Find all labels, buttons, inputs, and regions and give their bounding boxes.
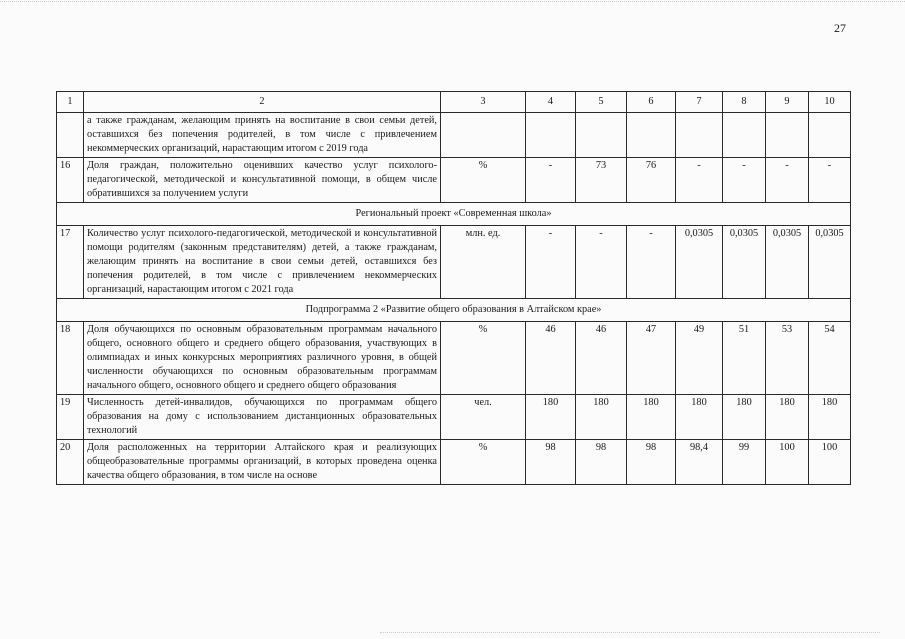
value-cell: 46 — [526, 322, 576, 395]
header-cell: 2 — [84, 92, 441, 113]
indicator-description: Численность детей-инвалидов, обучающихся по программам общего образования на дому с использованием дистанционных образовательных технологий — [84, 395, 441, 440]
value-cell — [526, 113, 576, 158]
value-cell: 100 — [766, 440, 809, 485]
header-cell: 3 — [441, 92, 526, 113]
value-cell: 180 — [766, 395, 809, 440]
section-title: Региональный проект «Современная школа» — [57, 203, 851, 226]
value-cell: 98 — [576, 440, 627, 485]
table-row — [57, 158, 851, 203]
row-number: 18 — [57, 322, 84, 395]
indicator-table — [56, 91, 851, 485]
value-cell — [723, 113, 766, 158]
unit-cell: млн. ед. — [441, 226, 526, 299]
value-cell: 99 — [723, 440, 766, 485]
value-cell: 180 — [723, 395, 766, 440]
value-cell — [676, 113, 723, 158]
table-row — [57, 395, 851, 440]
header-cell: 6 — [627, 92, 676, 113]
value-cell: - — [526, 226, 576, 299]
scan-edge-bottom — [380, 632, 880, 633]
value-cell: 98,4 — [676, 440, 723, 485]
table-header-row — [57, 92, 851, 113]
table-body — [57, 92, 851, 485]
value-cell: 180 — [676, 395, 723, 440]
indicator-description: Количество услуг психолого-педагогической, методической и консультативной помощи родителям (законным представителям) детей, а также гражданам, желающим принять на воспитание в свои семьи детей, оставшихся без попечения родителей, в том числе с привлечением некоммерческих организаций, нарастающим итогом с 2021 года — [84, 226, 441, 299]
value-cell: 49 — [676, 322, 723, 395]
row-number: 19 — [57, 395, 84, 440]
indicator-description: Доля обучающихся по основным образовательным программам начального общего, основного общего и среднего общего образования, участвующих в олимпиадах и иных конкурсных мероприятиях различного уровня, в общей численности обучающихся по основным образовательным программам начального общего, основного общего и среднего общего образования — [84, 322, 441, 395]
section-title-row — [57, 299, 851, 322]
value-cell: - — [723, 158, 766, 203]
scan-edge-top — [0, 1, 905, 2]
unit-cell: % — [441, 158, 526, 203]
value-cell: 76 — [627, 158, 676, 203]
value-cell: 51 — [723, 322, 766, 395]
table-row — [57, 322, 851, 395]
table-row — [57, 440, 851, 485]
unit-cell: % — [441, 440, 526, 485]
value-cell: 0,0305 — [809, 226, 851, 299]
value-cell: 180 — [526, 395, 576, 440]
value-cell: 100 — [809, 440, 851, 485]
value-cell: - — [576, 226, 627, 299]
value-cell: - — [809, 158, 851, 203]
header-cell: 7 — [676, 92, 723, 113]
value-cell: - — [627, 226, 676, 299]
value-cell: 98 — [627, 440, 676, 485]
value-cell: 54 — [809, 322, 851, 395]
table-row — [57, 226, 851, 299]
value-cell: 46 — [576, 322, 627, 395]
header-cell: 1 — [57, 92, 84, 113]
value-cell — [809, 113, 851, 158]
header-cell: 5 — [576, 92, 627, 113]
header-cell: 9 — [766, 92, 809, 113]
row-number: 17 — [57, 226, 84, 299]
value-cell: - — [526, 158, 576, 203]
header-cell: 8 — [723, 92, 766, 113]
header-cell: 10 — [809, 92, 851, 113]
header-cell: 4 — [526, 92, 576, 113]
unit-cell — [441, 113, 526, 158]
value-cell — [627, 113, 676, 158]
value-cell: 47 — [627, 322, 676, 395]
value-cell: 0,0305 — [723, 226, 766, 299]
value-cell: 0,0305 — [766, 226, 809, 299]
section-title: Подпрограмма 2 «Развитие общего образования в Алтайском крае» — [57, 299, 851, 322]
table-row — [57, 113, 851, 158]
value-cell: 180 — [576, 395, 627, 440]
value-cell: 73 — [576, 158, 627, 203]
value-cell: 180 — [627, 395, 676, 440]
value-cell: - — [676, 158, 723, 203]
value-cell: 180 — [809, 395, 851, 440]
row-number — [57, 113, 84, 158]
indicator-description: а также гражданам, желающим принять на воспитание в свои семьи детей, оставшихся без попечения родителей, в том числе с привлечением некоммерческих организаций, нарастающим итогом с 2019 года — [84, 113, 441, 158]
value-cell: - — [766, 158, 809, 203]
page-number: 27 — [834, 21, 846, 35]
row-number: 16 — [57, 158, 84, 203]
indicator-description: Доля граждан, положительно оценивших качество услуг психолого-педагогической, методической и консультативной помощи, в общем числе обратившихся за получением услуги — [84, 158, 441, 203]
section-title-row — [57, 203, 851, 226]
value-cell: 0,0305 — [676, 226, 723, 299]
value-cell — [576, 113, 627, 158]
unit-cell: % — [441, 322, 526, 395]
value-cell — [766, 113, 809, 158]
value-cell: 53 — [766, 322, 809, 395]
value-cell: 98 — [526, 440, 576, 485]
unit-cell: чел. — [441, 395, 526, 440]
row-number: 20 — [57, 440, 84, 485]
indicator-description: Доля расположенных на территории Алтайского края и реализующих общеобразовательные программы организаций, в которых проведена оценка качества общего образования, в том числе на основе — [84, 440, 441, 485]
